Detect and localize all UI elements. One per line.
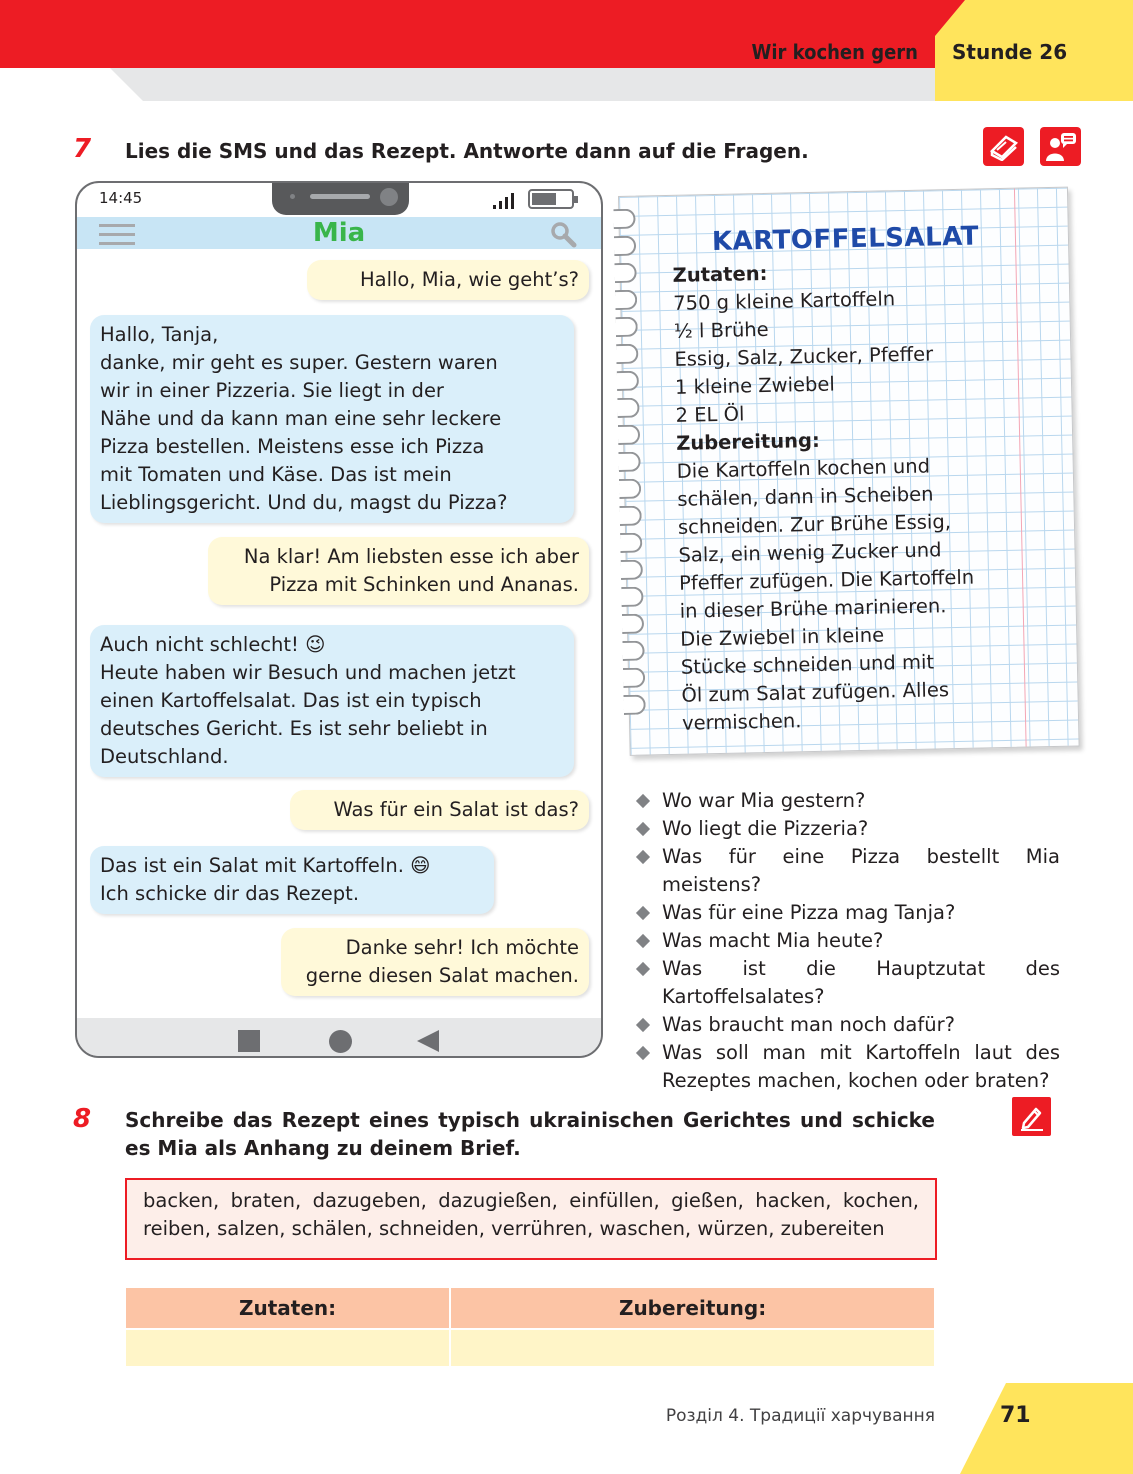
- message-line: Deutschland.: [100, 745, 229, 768]
- step-line: Die Kartoffeln kochen und: [676, 454, 931, 483]
- question-item: [634, 787, 1060, 815]
- message-in-2: [90, 625, 574, 777]
- chat-header: [77, 217, 601, 249]
- step-line: schneiden. Zur Brühe Essig,: [677, 510, 952, 539]
- message-line: Hallo, Mia, wie geht’s?: [359, 268, 579, 291]
- message-out-4: [281, 928, 589, 996]
- diamond-bullet-icon: [636, 962, 650, 976]
- message-line: Nähe und da kann man eine sehr leckere: [100, 407, 502, 430]
- diamond-bullet-icon: [636, 850, 650, 864]
- diamond-bullet-icon: [636, 1046, 650, 1060]
- book-icon: [983, 127, 1024, 166]
- phone-notch: [272, 181, 409, 215]
- diamond-bullet-icon: [636, 1018, 650, 1032]
- message-line: Danke sehr! Ich möchte: [345, 936, 579, 959]
- ingredients-label: Zutaten:: [672, 261, 768, 287]
- ingredient: 2 EL Öl: [675, 402, 745, 427]
- step-line: Öl zum Salat zufügen. Alles: [681, 678, 950, 707]
- back-button[interactable]: [417, 1030, 439, 1052]
- question-text: Wo war Mia gestern?: [662, 789, 866, 812]
- diamond-bullet-icon: [636, 906, 650, 920]
- search-icon[interactable]: [549, 220, 577, 248]
- recipe-card: [618, 187, 1080, 756]
- footer-page-tab: [960, 1383, 1133, 1474]
- step-line: Salz, ein wenig Zucker und: [678, 538, 942, 567]
- message-in-1: [90, 315, 574, 523]
- step-line: Die Zwiebel in kleine: [680, 623, 885, 651]
- message-line: Pizza mit Schinken und Ananas.: [269, 573, 579, 596]
- table-header-preparation: Zubereitung:: [451, 1288, 934, 1328]
- message-out-2: [208, 537, 589, 605]
- message-out-1: [307, 260, 589, 300]
- phone-time: 14:45: [99, 189, 143, 207]
- ingredient: 750 g kleine Kartoffeln: [673, 287, 896, 315]
- phone-nav-bar: [77, 1018, 601, 1058]
- task-7-instruction: Lies die SMS und das Rezept. Antworte dann auf die Fragen.: [125, 139, 809, 163]
- contact-name: Mia: [312, 218, 366, 248]
- task-8-number: 8: [73, 1104, 92, 1134]
- header-topic: Wir kochen gern: [751, 40, 918, 64]
- table-header-ingredients: Zutaten:: [126, 1288, 451, 1328]
- question-list: [634, 787, 1060, 1095]
- diamond-bullet-icon: [636, 934, 650, 948]
- verb-box: backen, braten, dazugeben, dazugießen, einfüllen, gießen, hacken, kochen, reiben, salzen, schälen, schneiden, verrühren, waschen, würzen, zubereiten: [125, 1178, 937, 1260]
- header-lesson: Stunde 26: [952, 40, 1068, 64]
- question-item: [634, 955, 1060, 1011]
- message-in-3: [90, 846, 494, 914]
- page-number: 71: [1000, 1403, 1031, 1428]
- steps-label: Zubereitung:: [675, 428, 820, 455]
- question-item: [634, 899, 1060, 927]
- message-line: einen Kartoffelsalat. Das ist ein typisch: [100, 689, 482, 712]
- message-line: Ich schicke dir das Rezept.: [100, 882, 360, 905]
- message-line: Hallo, Tanja,: [100, 323, 219, 346]
- question-text: Was ist die Hauptzutat des Kartoffelsalates?: [662, 957, 1060, 1008]
- message-line: Na klar! Am liebsten esse ich aber: [243, 545, 579, 568]
- message-line: Auch nicht schlecht! 😉: [100, 633, 326, 656]
- ingredient: 1 kleine Zwiebel: [674, 372, 836, 399]
- question-item: [634, 1011, 1060, 1039]
- ingredient: Essig, Salz, Zucker, Pfeffer: [674, 342, 934, 371]
- message-line: wir in einer Pizzeria. Sie liegt in der: [100, 379, 444, 402]
- recipe-body: [672, 255, 1022, 738]
- question-text: Was soll man mit Kartoffeln laut des Rezeptes machen, kochen oder braten?: [662, 1041, 1060, 1092]
- step-line: vermischen.: [681, 709, 802, 735]
- diamond-bullet-icon: [636, 822, 650, 836]
- step-line: schälen, dann in Scheiben: [677, 482, 934, 511]
- message-line: Das ist ein Salat mit Kartoffeln. 😄: [100, 854, 431, 877]
- question-text: Wo liegt die Pizzeria?: [662, 817, 869, 840]
- message-line: Lieblingsgericht. Und du, magst du Pizza?: [100, 491, 508, 514]
- recipe-table: [126, 1288, 934, 1366]
- question-item: [634, 1039, 1060, 1095]
- question-item: [634, 843, 1060, 899]
- spiral-binding: [613, 208, 654, 722]
- message-out-3: [290, 790, 589, 830]
- question-text: Was für eine Pizza bestellt Mia meistens?: [662, 845, 1060, 896]
- message-line: Pizza bestellen. Meistens esse ich Pizza: [100, 435, 485, 458]
- home-button[interactable]: [329, 1030, 352, 1053]
- step-line: Stücke schneiden und mit: [680, 650, 935, 679]
- footer-section: Розділ 4. Традиції харчування: [665, 1406, 935, 1426]
- diamond-bullet-icon: [636, 794, 650, 808]
- question-text: Was braucht man noch dafür?: [662, 1013, 955, 1036]
- task-7-number: 7: [73, 134, 92, 164]
- step-line: in dieser Brühe marinieren.: [679, 594, 947, 623]
- message-line: Was für ein Salat ist das?: [333, 798, 579, 821]
- message-line: gerne diesen Salat machen.: [305, 964, 579, 987]
- recipe-title: KARTOFFELSALAT: [711, 221, 980, 258]
- signal-icon: [491, 191, 521, 209]
- phone-chat: [75, 181, 603, 1058]
- header-gray-strip: [110, 68, 940, 101]
- question-item: [634, 815, 1060, 843]
- step-line: Pfeffer zufügen. Die Kartoffeln: [678, 565, 975, 595]
- message-line: deutsches Gericht. Es ist sehr beliebt in: [100, 717, 488, 740]
- recent-apps-button[interactable]: [238, 1030, 260, 1052]
- question-text: Was macht Mia heute?: [662, 929, 884, 952]
- speaking-person-icon: [1040, 127, 1081, 166]
- message-line: mit Tomaten und Käse. Das ist mein: [100, 463, 452, 486]
- preparation-cell[interactable]: [451, 1328, 934, 1366]
- pencil-icon: [1012, 1097, 1051, 1136]
- ingredients-cell[interactable]: [126, 1328, 451, 1366]
- question-item: [634, 927, 1060, 955]
- task-8-instruction: Schreibe das Rezept eines typisch ukrainischen Gerichtes und schicke es Mia als Anhang zu deinem Brief.: [125, 1108, 935, 1160]
- battery-icon: [528, 189, 574, 209]
- message-line: danke, mir geht es super. Gestern waren: [100, 351, 498, 374]
- ingredient: ½ l Brühe: [673, 317, 769, 343]
- question-text: Was für eine Pizza mag Tanja?: [662, 901, 956, 924]
- message-line: Heute haben wir Besuch und machen jetzt: [100, 661, 516, 684]
